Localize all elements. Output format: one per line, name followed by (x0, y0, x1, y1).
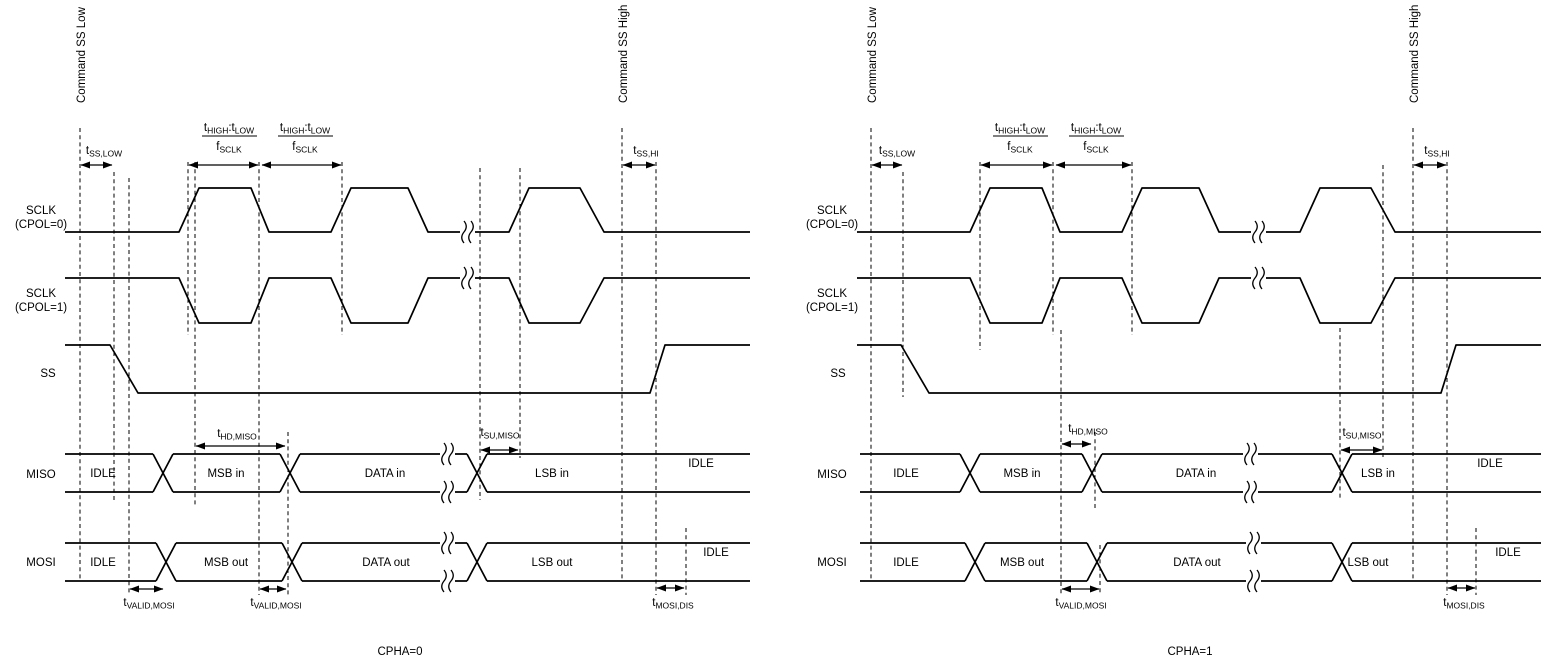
t-sub: LOW (1025, 125, 1046, 136)
t-base: t (217, 428, 221, 440)
sclk-cpol1-waveform (65, 278, 750, 323)
t-base: t (203, 122, 208, 134)
t-sub: SS,LOW (89, 148, 123, 159)
mosi-segment-msb-out: MSB out (203, 557, 249, 569)
miso-segment-msb-in: MSB in (207, 468, 245, 480)
timing-label-thigh-tlow-1 (995, 122, 1045, 136)
caption-cpha1: CPHA=1 (1167, 646, 1213, 658)
t-sub: MOSI,DIS (1446, 600, 1485, 611)
t-base: t (1070, 122, 1075, 134)
signal-label-sclk-cpol0: SCLK (816, 205, 848, 217)
timing-label-t-ss-hi (1424, 145, 1449, 159)
break-mark (440, 440, 455, 468)
t-base: t (1068, 423, 1072, 435)
t-base: t (250, 597, 254, 609)
command-ss-high-label: Command SS High (618, 4, 630, 103)
timing-label-thigh-tlow-1 (204, 122, 254, 136)
signal-label-sclk-cpol1-sub: (CPOL=1) (805, 302, 859, 314)
sclk-cpol0-waveform (857, 188, 1541, 232)
sclk-cpol0-waveform (65, 188, 750, 232)
timing-label-t-ss-low (86, 145, 122, 159)
miso-segment-msb-in: MSB in (1003, 468, 1041, 480)
signal-label-sclk-cpol1-sub: (CPOL=1) (14, 302, 68, 314)
dashed-guide-lines (871, 125, 1476, 595)
miso-segment-idle-end: IDLE (1477, 458, 1503, 470)
miso-segment-idle-end: IDLE (688, 458, 714, 470)
t-sub: VALID,MOSI (253, 600, 302, 611)
signal-label-ss: SS (40, 368, 56, 380)
t-base: t (633, 145, 637, 157)
t-base: :t (1019, 122, 1026, 134)
mosi-segment-idle: IDLE (90, 557, 116, 569)
f-sub: SCLK (1086, 144, 1109, 155)
t-base: t (85, 145, 90, 157)
break-mark (440, 567, 455, 595)
panel-cpha1 (806, 5, 1541, 658)
signal-label-ss: SS (830, 368, 846, 380)
mosi-segment-data-out: DATA out (1173, 557, 1221, 569)
t-base: t (279, 122, 284, 134)
break-mark (1243, 440, 1258, 468)
break-mark (1251, 264, 1266, 292)
t-sub: LOW (234, 125, 255, 136)
timing-label-t-su-miso (480, 427, 519, 441)
timing-label-t-valid-mosi-1 (123, 597, 174, 611)
t-sub: HIGH (207, 125, 229, 136)
miso-segment-data-in: DATA in (364, 468, 406, 480)
miso-bus-waveform (65, 454, 750, 492)
t-base: t (994, 122, 999, 134)
timing-label-t-hd-miso (1068, 423, 1108, 437)
t-sub: HIGH (998, 125, 1020, 136)
ss-waveform (65, 345, 750, 393)
mosi-segment-idle: IDLE (893, 557, 919, 569)
break-mark (1246, 567, 1261, 595)
timing-label-thigh-tlow-2 (1071, 122, 1121, 136)
t-base: t (1443, 597, 1447, 609)
t-base: t (1424, 145, 1428, 157)
t-sub: SS,HI (636, 148, 659, 159)
t-base: t (480, 427, 484, 439)
signal-label-sclk-cpol1: SCLK (25, 288, 57, 300)
t-sub: HD,MISO (1071, 426, 1108, 437)
t-base: :t (228, 122, 235, 134)
t-sub: HIGH (283, 125, 305, 136)
timing-label-t-hd-miso (217, 428, 257, 442)
t-base: t (878, 145, 883, 157)
signal-label-miso: MISO (26, 469, 56, 481)
t-sub: LOW (1101, 125, 1122, 136)
f-base: f (216, 141, 220, 153)
t-sub: MOSI,DIS (655, 600, 694, 611)
f-sub: SCLK (219, 144, 242, 155)
t-sub: HIGH (1074, 125, 1096, 136)
f-base: f (1007, 141, 1011, 153)
t-sub: SU,MISO (1345, 430, 1382, 441)
timing-label-fsclk-1 (216, 141, 242, 155)
t-sub: SS,HI (1427, 148, 1450, 159)
mosi-segment-data-out: DATA out (362, 557, 410, 569)
timing-label-thigh-tlow-2 (280, 122, 330, 136)
signal-label-sclk-cpol0: SCLK (25, 205, 57, 217)
signal-label-sclk-cpol0-sub: (CPOL=0) (14, 219, 68, 231)
mosi-segment-lsb-out: LSB out (1347, 557, 1389, 569)
f-base: f (292, 141, 296, 153)
command-ss-low-label: Command SS Low (867, 7, 879, 103)
t-sub: VALID,MOSI (126, 600, 175, 611)
timing-arrows (872, 136, 1475, 589)
t-sub: LOW (310, 125, 331, 136)
miso-segment-lsb-in: LSB in (1361, 468, 1395, 480)
signal-label-mosi: MOSI (26, 557, 56, 569)
t-sub: SS,LOW (882, 148, 916, 159)
f-sub: SCLK (295, 144, 318, 155)
signal-label-mosi: MOSI (817, 557, 847, 569)
mosi-segment-lsb-out: LSB out (531, 557, 573, 569)
t-sub: VALID,MOSI (1058, 600, 1107, 611)
panel-cpha0 (15, 5, 750, 658)
signal-label-sclk-cpol0-sub: (CPOL=0) (805, 219, 859, 231)
t-base: t (1342, 427, 1346, 439)
timing-label-t-valid-mosi (1055, 597, 1106, 611)
command-ss-high-label: Command SS High (1409, 4, 1421, 103)
timing-label-fsclk-1 (1007, 141, 1033, 155)
miso-segment-idle: IDLE (90, 468, 116, 480)
t-base: t (123, 597, 127, 609)
break-mark (460, 218, 475, 246)
timing-label-fsclk-2 (292, 141, 318, 155)
break-mark (460, 264, 475, 292)
t-base: t (652, 597, 656, 609)
dashed-guide-lines (80, 125, 686, 595)
t-base: t (1055, 597, 1059, 609)
timing-label-t-ss-hi (633, 145, 658, 159)
f-sub: SCLK (1010, 144, 1033, 155)
miso-segment-lsb-in: LSB in (535, 468, 569, 480)
t-sub: HD,MISO (220, 431, 257, 442)
break-mark (1243, 478, 1258, 506)
command-ss-low-label: Command SS Low (76, 7, 88, 103)
mosi-segment-idle-end: IDLE (703, 547, 729, 559)
timing-label-t-valid-mosi-2 (250, 597, 301, 611)
mosi-segment-msb-out: MSB out (999, 557, 1045, 569)
ss-waveform (857, 345, 1541, 393)
timing-label-fsclk-2 (1083, 141, 1109, 155)
caption-cpha0: CPHA=0 (377, 646, 423, 658)
t-base: :t (1095, 122, 1102, 134)
timing-arrows (81, 136, 684, 589)
timing-label-t-ss-low (879, 145, 915, 159)
miso-segment-idle: IDLE (893, 468, 919, 480)
t-sub: SU,MISO (483, 430, 520, 441)
f-base: f (1083, 141, 1087, 153)
t-base: :t (304, 122, 311, 134)
break-mark (1246, 529, 1261, 557)
break-mark (1251, 218, 1266, 246)
signal-label-miso: MISO (817, 469, 847, 481)
signal-label-sclk-cpol1: SCLK (816, 288, 848, 300)
timing-label-t-mosi-dis (652, 597, 694, 611)
miso-segment-data-in: DATA in (1175, 468, 1217, 480)
break-mark (440, 529, 455, 557)
timing-label-t-su-miso (1342, 427, 1381, 441)
break-mark (440, 478, 455, 506)
sclk-cpol1-waveform (857, 278, 1541, 323)
timing-label-t-mosi-dis (1443, 597, 1485, 611)
mosi-segment-idle-end: IDLE (1495, 547, 1521, 559)
